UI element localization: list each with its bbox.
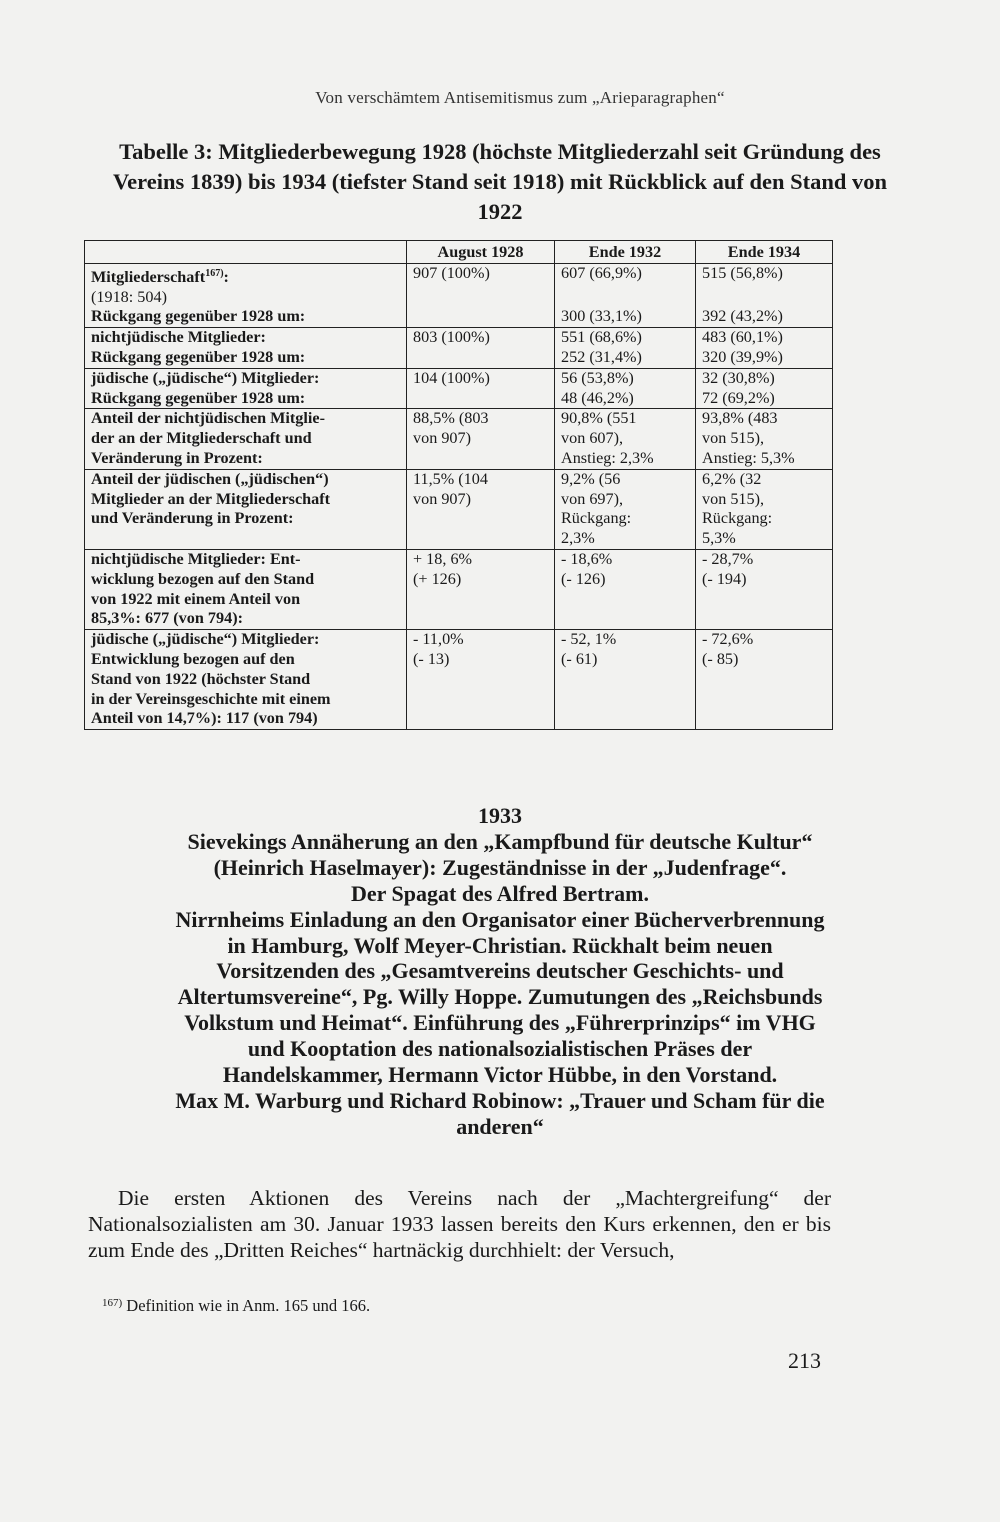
row-label: jüdische („jüdische“) Mitglieder: — [85, 368, 407, 388]
cell: 607 (66,9%) — [555, 263, 696, 287]
label-line: Stand von 1922 (höchster Stand — [91, 669, 311, 688]
cell-line: Rückgang: — [702, 509, 773, 528]
label-line: Anteil der nichtjüdischen Mitglie- — [91, 409, 325, 428]
cell: 392 (43,2%) — [696, 307, 833, 327]
section-heading — [80, 803, 920, 1140]
cell — [407, 549, 555, 629]
cell: 483 (60,1%) — [696, 328, 833, 348]
cell-line: (- 126) — [561, 569, 606, 588]
cell — [555, 409, 696, 469]
row-label: Rückgang gegenüber 1928 um: — [85, 348, 407, 368]
headline-line: (Heinrich Haselmayer): Zugeständnisse in der „Judenfrage“. — [213, 854, 787, 880]
label-line: Anteil von 14,7%): 117 (von 794) — [91, 709, 318, 728]
cell-line: Rückgang: — [561, 509, 632, 528]
table-row — [85, 469, 833, 549]
cell-line: - 28,7% — [702, 549, 754, 568]
cell-line: 11,5% (104 — [413, 469, 488, 488]
label-mitgliederschaft: Mitgliederschaft — [91, 267, 206, 286]
cell: 32 (30,8%) — [696, 368, 833, 388]
cell: 907 (100%) — [407, 263, 555, 287]
headline-line: Max M. Warburg und Richard Robinow: „Trauer und Scham für die — [175, 1087, 825, 1113]
cell-line: 88,5% (803 — [413, 409, 489, 428]
cell-line: (- 61) — [561, 649, 598, 668]
cell — [696, 469, 833, 549]
cell-line: von 907) — [413, 429, 471, 448]
label-line: Mitglieder an der Mitgliederschaft — [91, 489, 331, 508]
cell: 300 (33,1%) — [555, 307, 696, 327]
row-label: Rückgang gegenüber 1928 um: — [85, 307, 407, 327]
table-row — [85, 328, 833, 348]
table-row — [85, 348, 833, 368]
row-label — [85, 469, 407, 549]
row-label: (1918: 504) — [85, 288, 407, 308]
table-row — [85, 288, 833, 308]
cell-line: Anstieg: 5,3% — [702, 448, 795, 467]
cell-line: (- 13) — [413, 649, 450, 668]
row-label — [85, 409, 407, 469]
cell — [555, 469, 696, 549]
footnote — [102, 1296, 370, 1316]
footnote-ref: 167) — [205, 267, 224, 279]
label-line: von 1922 mit einem Anteil von — [91, 589, 301, 608]
label-colon: : — [223, 267, 229, 286]
headline-line: Vorsitzenden des „Gesamtvereins deutscher Geschichts- und — [216, 958, 784, 984]
header-august-1928: August 1928 — [407, 241, 555, 264]
cell-line: 2,3% — [561, 529, 595, 548]
label-line: Anteil der jüdischen („jüdischen“) — [91, 469, 329, 488]
page-number: 213 — [788, 1348, 821, 1373]
membership-table — [84, 240, 833, 730]
headline-line: Volkstum und Heimat“. Einführung des „Führerprinzips“ im VHG — [184, 1010, 816, 1036]
table-title: Tabelle 3: Mitgliederbewegung 1928 (höchste Mitgliederzahl seit Gründung des Vereins 1839) bis 1934 (tiefster Stand seit 1918) mit Rückblick auf den Stand von 1922 — [112, 139, 888, 224]
table-row — [85, 389, 833, 409]
cell-line: - 18,6% — [561, 549, 613, 568]
cell: 252 (31,4%) — [555, 348, 696, 368]
row-label — [85, 549, 407, 629]
cell — [696, 630, 833, 730]
header-empty — [85, 241, 407, 264]
headline-line: Nirrnheims Einladung an den Organisator einer Bücherverbrennung — [175, 906, 825, 932]
cell-line: 93,8% (483 — [702, 409, 778, 428]
label-line: Veränderung in Prozent: — [91, 448, 263, 467]
body-paragraph: Die ersten Aktionen des Vereins nach der „Machtergreifung“ der Nationalsozialisten am 30. Januar 1933 lassen bereits den Kurs erkennen, den er bis zum Ende des „Dritten Reiches“ hartnäckig durchhielt: der Versuch, — [88, 1185, 831, 1262]
cell-line: (- 85) — [702, 649, 739, 668]
table-header-row — [85, 241, 833, 264]
header-ende-1934: Ende 1934 — [696, 241, 833, 264]
cell — [555, 549, 696, 629]
row-label: Rückgang gegenüber 1928 um: — [85, 389, 407, 409]
cell — [407, 630, 555, 730]
cell: 48 (46,2%) — [555, 389, 696, 409]
cell-line: - 52, 1% — [561, 630, 617, 649]
cell — [407, 389, 555, 409]
table-row — [85, 630, 833, 730]
headline-line: Handelskammer, Hermann Victor Hübbe, in den Vorstand. — [222, 1062, 778, 1088]
cell-line: (+ 126) — [413, 569, 462, 588]
cell-line: 5,3% — [702, 529, 736, 548]
headline-line: Der Spagat des Alfred Bertram. — [351, 880, 649, 906]
label-line: wicklung bezogen auf den Stand — [91, 569, 315, 588]
cell-line: von 697), — [561, 489, 624, 508]
cell: 515 (56,8%) — [696, 263, 833, 287]
cell-line: - 11,0% — [413, 630, 464, 649]
cell: 56 (53,8%) — [555, 368, 696, 388]
label-line: 85,3%: 677 (von 794): — [91, 609, 243, 628]
cell: 72 (69,2%) — [696, 389, 833, 409]
label-line: jüdische („jüdische“) Mitglieder: — [91, 630, 320, 649]
cell-line: von 515), — [702, 489, 765, 508]
section-year: 1933 — [478, 803, 522, 828]
cell: 320 (39,9%) — [696, 348, 833, 368]
cell: 551 (68,6%) — [555, 328, 696, 348]
cell — [555, 630, 696, 730]
cell-line: + 18, 6% — [413, 549, 473, 568]
cell-line: - 72,6% — [702, 630, 754, 649]
table-row — [85, 307, 833, 327]
cell-line: 90,8% (551 — [561, 409, 637, 428]
cell-line: von 515), — [702, 429, 765, 448]
cell: 104 (100%) — [407, 368, 555, 388]
cell-line: von 607), — [561, 429, 624, 448]
cell — [696, 549, 833, 629]
table-row — [85, 368, 833, 388]
label-line: in der Vereinsgeschichte mit einem — [91, 689, 331, 708]
label-line: nichtjüdische Mitglieder: Ent- — [91, 549, 301, 568]
running-head: Von verschämtem Antisemitismus zum „Arieparagraphen“ — [315, 88, 725, 107]
cell — [407, 307, 555, 327]
headline-line: Sievekings Annäherung an den „Kampfbund für deutsche Kultur“ — [187, 828, 813, 854]
cell — [407, 469, 555, 549]
table-row — [85, 409, 833, 469]
table-row — [85, 263, 833, 287]
cell-line: Anstieg: 2,3% — [561, 448, 654, 467]
cell-line: von 907) — [413, 489, 471, 508]
cell — [696, 409, 833, 469]
row-label — [85, 630, 407, 730]
label-line: und Veränderung in Prozent: — [91, 509, 294, 528]
row-label: nichtjüdische Mitglieder: — [85, 328, 407, 348]
headline-line: in Hamburg, Wolf Meyer-Christian. Rückhalt beim neuen — [227, 932, 773, 958]
label-line: Entwicklung bezogen auf den — [91, 649, 295, 668]
headline-line: Altertumsvereine“, Pg. Willy Hoppe. Zumutungen des „Reichsbunds — [177, 984, 823, 1010]
footnote-text: Definition wie in Anm. 165 und 166. — [126, 1296, 371, 1315]
table-row — [85, 549, 833, 629]
row-label — [85, 263, 407, 287]
label-line: der an der Mitgliederschaft und — [91, 429, 312, 448]
cell-line: 9,2% (56 — [561, 469, 621, 488]
cell-line: (- 194) — [702, 569, 747, 588]
cell-line: 6,2% (32 — [702, 469, 762, 488]
headline-line: und Kooptation des nationalsozialistischen Präses der — [247, 1036, 753, 1062]
cell: 803 (100%) — [407, 328, 555, 348]
cell — [407, 348, 555, 368]
cell — [407, 409, 555, 469]
headline-line: anderen“ — [456, 1113, 544, 1139]
header-ende-1932: Ende 1932 — [555, 241, 696, 264]
footnote-number: 167) — [102, 1297, 123, 1309]
